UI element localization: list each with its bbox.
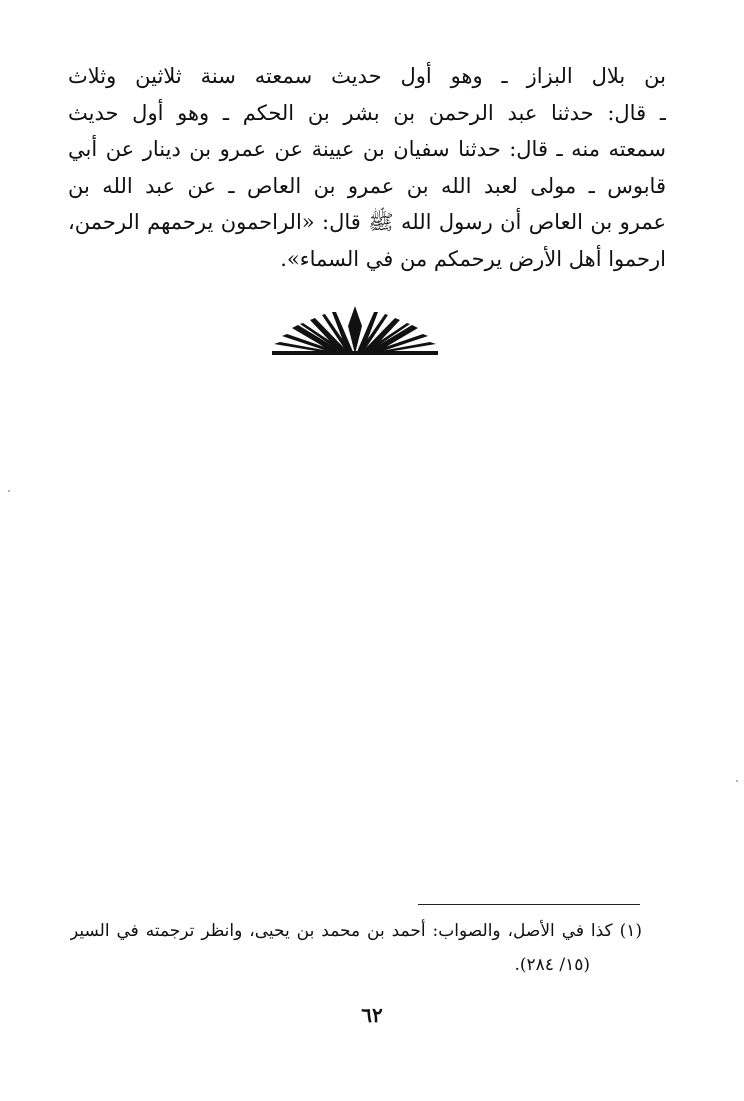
sunburst-ornament-icon bbox=[270, 298, 440, 356]
footnotes bbox=[70, 914, 642, 982]
text-line: ارحموا أهل الأرض يرحمكم من في السماء». bbox=[280, 246, 666, 271]
footnote-line: (١٥/ ٢٨٤). bbox=[514, 955, 590, 975]
text-line: عمرو بن العاص أن رسول الله ﷺ قال: «الراحمون يرحمهم الرحمن، bbox=[68, 210, 666, 234]
page-number: ٦٢ bbox=[361, 1003, 383, 1027]
paper-speck bbox=[736, 780, 738, 782]
text-line: بن بلال البزاز ـ وهو أول حديث سمعته سنة ثلاثين وثلاث bbox=[68, 64, 666, 88]
text-line: ـ قال: حدثنا عبد الرحمن بن بشر بن الحكم ـ وهو أول حديث bbox=[68, 100, 666, 125]
paper-speck bbox=[8, 490, 10, 492]
text-line: سمعته منه ـ قال: حدثنا سفيان بن عيينة عن عمرو بن دينار عن أبي bbox=[68, 137, 666, 161]
footnote-line: (١) كذا في الأصل، والصواب: أحمد بن محمد بن يحيى، وانظر ترجمته في السير bbox=[70, 921, 642, 941]
main-text bbox=[68, 58, 666, 277]
text-line: قابوس ـ مولى لعبد الله بن عمرو بن العاص ـ عن عبد الله بن bbox=[68, 173, 666, 198]
footnote-divider bbox=[418, 904, 640, 905]
